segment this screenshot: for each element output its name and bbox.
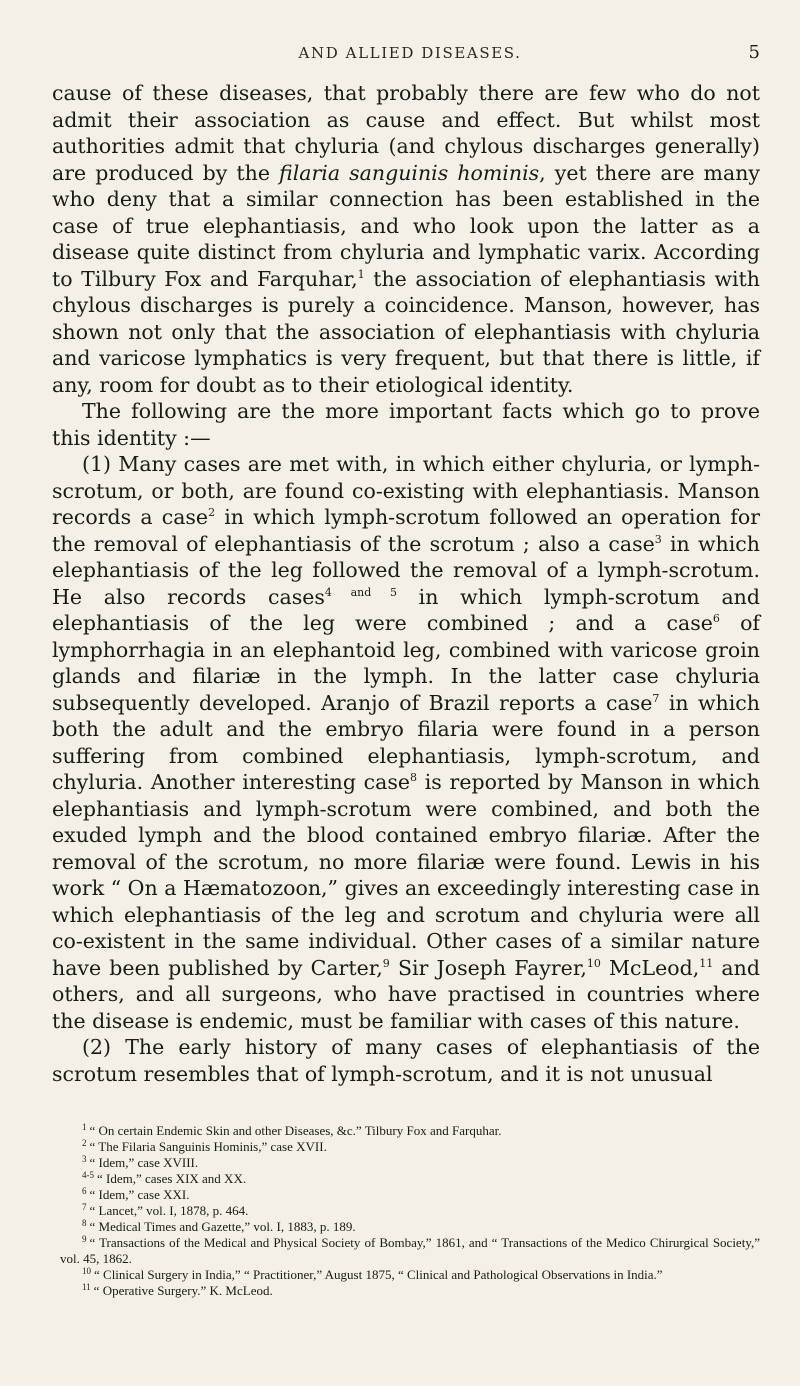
footnote [60, 1171, 760, 1187]
footnote-ref: 10 [586, 956, 601, 970]
body-paragraph [52, 451, 760, 1034]
footnote-text: “ Transactions of the Medical and Physical Society of Bombay,” 1861, and “ Transactions of the Medico Chirurgical Society,” vol. 45, 1862. [60, 1235, 760, 1266]
footnote-ref: 11 [699, 956, 714, 970]
footnote [60, 1123, 760, 1139]
text-run: , yet there are many who deny that a similar connection has been established in the case of true elephantiasis, and who look upon the latter as a disease quite distinct from chyluria and lymphatic varix. According to Tilbury Fox and Farquhar, [52, 160, 761, 291]
footnote-text: “ Medical Times and Gazette,” vol. I, 1883, p. 189. [89, 1219, 356, 1234]
footnote-number: 9 [82, 1233, 87, 1244]
footnote-ref: 6 [712, 612, 720, 626]
footnote-number: 4-5 [82, 1169, 94, 1180]
footnote [60, 1187, 760, 1203]
footnote-text: “ Idem,” cases XIX and XX. [97, 1171, 247, 1186]
page-number: 5 [748, 42, 760, 63]
text-run: and others, and all surgeons, who have practised in countries where the disease is endemic, must be familiar with cases of this nature. [52, 955, 760, 1033]
text-run: in which lymph-scrotum and elephantiasis of the leg were combined ; and a case [52, 584, 760, 635]
footnote-number: 7 [82, 1201, 87, 1212]
text-run: Sir Joseph Fayrer, [389, 955, 587, 980]
footnote-text: “ Idem,” case XXI. [89, 1187, 190, 1202]
running-head: AND ALLIED DISEASES. [298, 44, 522, 62]
footnote [60, 1267, 760, 1283]
footnote-ref: 7 [652, 691, 660, 705]
footnote-number: 10 [82, 1265, 91, 1276]
footnote-number: 11 [82, 1281, 91, 1292]
body-text [52, 80, 760, 1087]
footnote-ref: 8 [410, 771, 418, 785]
text-run: in which elephantiasis of the leg followed the removal of a lymph-scrotum. He also records cases [52, 531, 760, 609]
footnote-number: 1 [82, 1121, 87, 1132]
footnote [60, 1235, 760, 1267]
footnote [60, 1203, 760, 1219]
footnote-ref: 1 [357, 267, 365, 281]
text-run: The following are the more important facts which go to prove this identity :— [52, 399, 760, 450]
body-paragraph [52, 398, 760, 451]
body-paragraph [52, 80, 760, 398]
text-run: of lymphorrhagia in an elephantoid leg, combined with varicose groin glands and filariæ in the lymph. In the latter case chyluria subsequently developed. Aranjo of Brazil reports a case [52, 611, 761, 715]
text-run: McLeod, [600, 955, 700, 980]
footnote [60, 1139, 760, 1155]
footnote-number: 8 [82, 1217, 87, 1228]
footnote-ref: 9 [382, 956, 390, 970]
footnote-ref: 4 and 5 [324, 585, 397, 599]
text-run: is reported by Manson in which elephantiasis and lymph-scrotum were combined, and both the exuded lymph and the blood contained embryo filariæ. After the removal of the scrotum, no more filariæ were found. Lewis in his work “ On a Hæmatozoon,” gives an exceedingly interesting case in which elephantiasis of the leg and scrotum and chyluria were all co-existent in the same individual. Other cases of a similar nature have been published by Carter, [52, 770, 760, 980]
footnote-ref: 3 [654, 532, 662, 546]
text-run: the association of elephantiasis with chylous discharges is purely a coincidence. Manson, however, has shown not only that the association of elephantiasis with chyluria and varicose lymphatics is very frequent, but that there is little, if any, room for doubt as to their etiological identity. [52, 266, 760, 397]
footnote-text: “ Clinical Surgery in India,” “ Practitioner,” August 1875, “ Clinical and Pathological Observations in India.” [94, 1267, 663, 1282]
footnote-number: 3 [82, 1153, 87, 1164]
text-run: (1) Many cases are met with, in which either chyluria, or lymph-scrotum, or both, are found co-existing with elephantiasis. Manson records a case [52, 452, 760, 529]
footnote [60, 1219, 760, 1235]
footnote-text: “ Lancet,” vol. I, 1878, p. 464. [89, 1203, 249, 1218]
footnote-text: “ Idem,” case XVIII. [89, 1155, 199, 1170]
footnote-text: “ On certain Endemic Skin and other Diseases, &c.” Tilbury Fox and Farquhar. [89, 1123, 502, 1138]
footnote-text: “ The Filaria Sanguinis Hominis,” case XVII. [89, 1139, 327, 1154]
text-run: in which both the adult and the embryo filaria were found in a person suffering from combined elephantiasis, lymph-scrotum, and chyluria. Another interesting case [52, 690, 760, 794]
text-run: cause of these diseases, that probably there are few who do not admit their association as cause and effect. But whilst most authorities admit that chyluria (and chylous discharges generally) are produced by the [52, 81, 760, 185]
body-paragraph [52, 1034, 760, 1087]
page-header [60, 44, 760, 70]
footnote-ref: 2 [208, 506, 216, 520]
footnote [60, 1155, 760, 1171]
text-run: in which lymph-scrotum followed an operation for the removal of elephantiasis of the scrotum ; also a case [52, 505, 761, 556]
footnote-number: 6 [82, 1185, 87, 1196]
text-run: (2) The early history of many cases of elephantiasis of the scrotum resembles that of lymph-scrotum, and it is not unusual [52, 1035, 760, 1086]
footnote [60, 1283, 760, 1299]
footnotes [60, 1123, 760, 1299]
italic-term: filaria sanguinis hominis [279, 160, 540, 185]
footnote-number: 2 [82, 1137, 87, 1148]
footnote-text: “ Operative Surgery.” K. McLeod. [93, 1283, 273, 1298]
